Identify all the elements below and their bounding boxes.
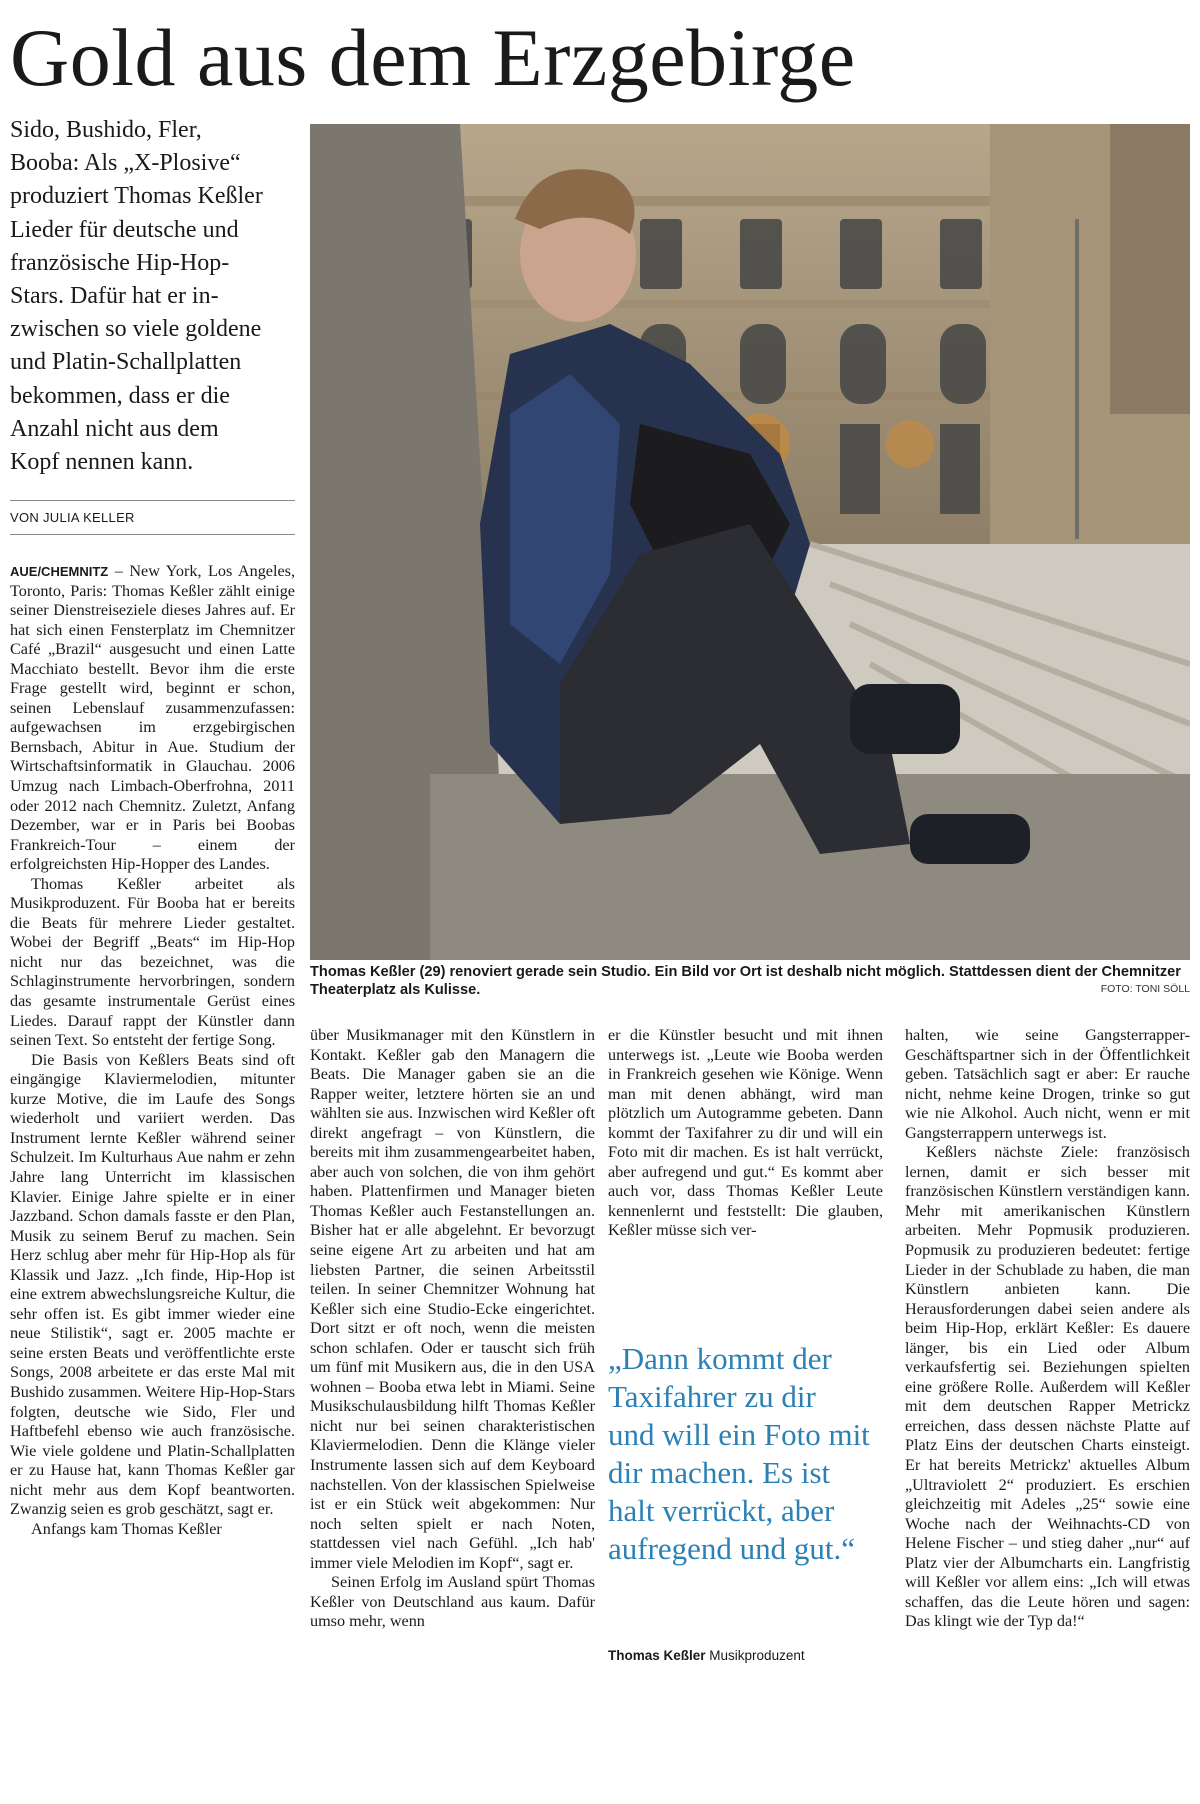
article-column-3 bbox=[608, 1026, 883, 1241]
article-photo bbox=[310, 124, 1190, 960]
article-paragraph: Keßlers nächste Ziele: französisch lernen, damit er sich besser mit französischen Künstlern verständigen kann. Mehr mit amerikanischen Künstlern arbeiten. Mehr Popmusik produzieren. Popmusik zu produzieren bedeutet: fertige Lieder in der Schublade zu haben, die man Künstlern anbieten kann. Die Herausforderungen dabei seien andere als beim Hip-Hop, erklärt Keßler: Es dauere länger, bis ein Lied oder Album verkaufsfertig sei. Beziehungen spielten eine größere Rolle. Außerdem will Keßler mit dem deutschen Rapper Metrickz erreichen, dass dessen nächste Platte auf Platz Eins der deutschen Charts einsteigt. Er hat bereits Metrickz' aktuelles Album „Ultraviolett 2“ produziert. Es erschien gleichzeitig mit Adeles „25“ sowie eine Woche nach der Weihnachts-CD von Helene Fischer – und stieg daher „nur“ auf Platz vier der Albumcharts ein. Langfristig will Keßler vor allem eins: „Ich will etwas schaffen, das die Leute hören und sagen: Das klingt wie der Typ da!“ bbox=[905, 1143, 1190, 1631]
article-column-2 bbox=[310, 1026, 595, 1632]
lead-line: Sido, Bushido, Fler, bbox=[10, 117, 202, 143]
byline-rule-top bbox=[10, 500, 295, 501]
lead-line: Anzahl nicht aus dem bbox=[10, 415, 219, 442]
lead-line: französische Hip-Hop- bbox=[10, 249, 230, 276]
article-paragraph: Seinen Erfolg im Ausland spürt Thomas Keßler von Deutschland aus kaum. Dafür umso mehr, wenn bbox=[310, 1573, 595, 1631]
headline: Gold aus dem Erzgebirge bbox=[10, 12, 856, 103]
photo-illustration bbox=[310, 124, 1190, 960]
lead-paragraph bbox=[10, 114, 295, 479]
article-paragraph bbox=[10, 562, 295, 875]
article-column-1 bbox=[10, 562, 295, 1539]
lead-line: zwischen so viele goldene bbox=[10, 316, 262, 343]
lead-line: Lieder für deutsche und bbox=[10, 216, 239, 243]
dateline: AUE/CHEMNITZ bbox=[10, 564, 109, 579]
article-paragraph: über Musikmanager mit den Künstlern in Kontakt. Keßler gab den Managern die Beats. Die Manager gaben sie an die Rapper weiter, letztere hörten sie an und wählten sie aus. Inzwischen wird Keßler oft direkt angefragt – von Künstlern, die bereits mit ihm zusammengearbeitet haben, aber auch von solchen, die von ihm gehört haben. Plattenfirmen und Manager bieten Thomas Keßler auch Festanstellungen an. Bisher hat er alle abgelehnt. Er bevorzugt seine eigene Art zu arbeiten und hat am liebsten Partner, die seinen Arbeitsstil teilen. In seiner Chemnitzer Wohnung hat Keßler sich eine Studio-Ecke eingerichtet. Dort sitzt er oft noch, wenn die meisten schon schlafen. Oder er tauscht sich früh um fünf mit Musikern aus, die in den USA wohnen – Booba etwa lebt in Miami. Seine Musikschulausbildung hilft Thomas Keßler nicht nur bei seinen charakteristischen Klaviermelodien. Denn die Klänge vieler Instrumente lassen sich auf dem Keyboard nachstellen. Von der klassischen Spielweise ist er ein Stück weit abgekommen: Nur noch selten spielt er nach Noten, stattdessen viel nach Gefühl. „Ich hab' immer viele Melodien im Kopf“, sagt er. bbox=[310, 1026, 595, 1572]
lead-line: produziert Thomas Keßler bbox=[10, 183, 263, 210]
lead-line: und Platin-Schallplatten bbox=[10, 349, 242, 376]
quote-author: Thomas Keßler bbox=[608, 1648, 706, 1663]
lead-line: Stars. Dafür hat er in- bbox=[10, 283, 219, 310]
lead-line: bekommen, dass er die bbox=[10, 382, 230, 409]
article-paragraph: halten, wie seine Gangsterrapper-Geschäftspartner sich in der Öffentlichkeit geben. Tatsächlich sagt er aber: Er rauche nicht, nehme keine Drogen, trinke so gut wie nie Alkohol. Auch nicht, wenn er mit Gangsterrappern unterwegs ist. bbox=[905, 1026, 1190, 1142]
article-paragraph: Die Basis von Keßlers Beats sind oft eingängige Klaviermelodien, mitunter kurze Motive, die im Laufe des Songs wiederholt und variiert werden. Das Instrument lernte Keßler während seiner Schulzeit. Im Kulturhaus Aue nahm er zehn Jahre lang Unterricht im klassischen Klavier. Einige Jahre spielte er in einer Jazzband. Schon damals fasste er den Plan, Musik zu seinem Beruf zu machen. Sein Herz schlug aber mehr für Hip-Hop als für Klassik und Jazz. „Ich finde, Hip-Hop ist eine extrem abwechslungsreiche Kultur, die sehr offen ist. Es gibt immer wieder eine neue Stilistik“, sagt er. 2005 machte er seine ersten Beats und veröffentlichte erste Songs, 2008 arbeitete er das erste Mal mit Bushido zusammen. Weitere Hip-Hop-Stars folgten, deutsche wie Sido, Fler und Haftbefehl ebenso wie auch französische. Wie viele goldene und Platin-Schallplatten er zu Hause hat, kann Thomas Keßler gar nicht mehr aus dem Kopf beantworten. Zwanzig seien es grob geschätzt, sagt er. bbox=[10, 1050, 295, 1519]
lead-line: Booba: Als „X-Plosive“ bbox=[10, 150, 241, 177]
article-paragraph: er die Künstler besucht und mit ihnen unterwegs ist. „Leute wie Booba werden in Frankreich gesehen wie Könige. Wenn man mit denen abhängt, wird man plötzlich um Autogramme gebeten. Dann kommt der Taxifahrer zu dir und will ein Foto mit dir machen. Es ist halt verrückt, aber aufregend und gut.“ Es kommt aber auch vor, dass Thomas Keßler Leute kennenlernt und feststellt: Die glauben, Keßler müsse sich ver- bbox=[608, 1026, 883, 1240]
article-paragraph: Thomas Keßler arbeitet als Musikproduzent. Für Booba hat er bereits die Beats für mehrere Lieder gestaltet. Wobei der Begriff „Beats“ im Hip-Hop nicht nur das bezeichnet, was die Schlaginstrumente hervorbringen, sondern das gesamte instrumentale Gerüst eines Liedes. Darauf rappt der Künstler dann seinen Text. So entsteht der fertige Song. bbox=[10, 874, 295, 1050]
paragraph-text: – New York, Los Angeles, Toronto, Paris: Thomas Keßler zählt einige seiner Dienstreiseziele dieses Jahres auf. Er hat sich einen Fensterplatz im Chemnitzer Café „Brazil“ ausgesucht und einen Latte Macchiato bestellt. Bevor ihm die erste Frage gestellt wird, beginnt er schon, seinen Lebenslauf zusammenzufassen: aufgewachsen im erzgebirgischen Bernsbach, Abitur in Aue. Studium der Wirtschaftsinformatik in Glauchau. 2006 Umzug nach Limbach-Oberfrohna, 2011 oder 2012 nach Chemnitz. Zuletzt, Anfang Dezember, war er in Paris bei Boobas Frankreich-Tour – einem der erfolgreichsten Hip-Hopper des Landes. bbox=[10, 562, 295, 874]
article-paragraph: Anfangs kam Thomas Keßler bbox=[31, 1519, 222, 1538]
byline: VON JULIA KELLER bbox=[10, 510, 135, 525]
photo-caption: Thomas Keßler (29) renoviert gerade sein Studio. Ein Bild vor Ort ist deshalb nicht möglich. Stattdessen dient der Chemnitzer Theaterplatz als Kulisse. bbox=[310, 964, 1181, 998]
byline-rule-bottom bbox=[10, 534, 295, 535]
lead-line: Kopf nennen kann. bbox=[10, 449, 194, 476]
quote-role: Musikproduzent bbox=[709, 1648, 805, 1663]
photo-credit: FOTO: TONI SÖLL bbox=[1100, 983, 1190, 995]
article-column-4 bbox=[905, 1026, 1190, 1632]
pull-quote: „Dann kommt der Taxifahrer zu dir und will ein Foto mit dir machen. Es ist halt verrückt, aber aufregend und gut.“ bbox=[608, 1341, 870, 1566]
pull-quote-attribution bbox=[608, 1648, 805, 1663]
